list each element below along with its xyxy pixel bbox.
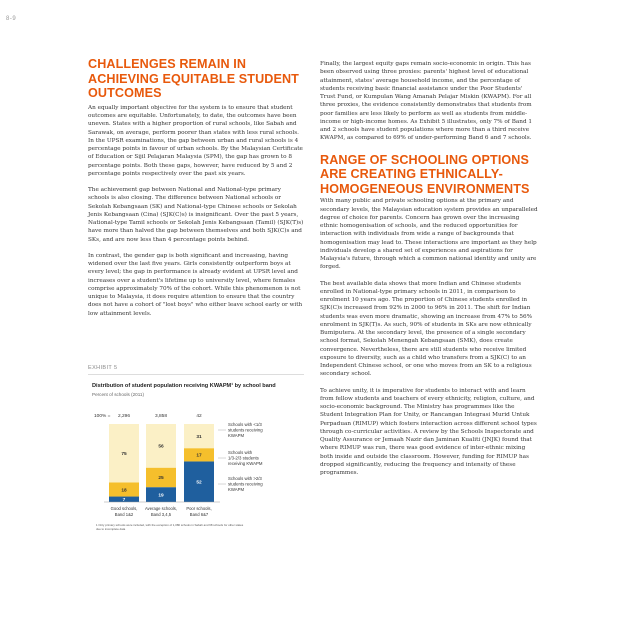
data-label: 56	[158, 444, 164, 450]
legend-entry: students receiving	[228, 481, 263, 487]
legend-entry: Schools with	[228, 450, 253, 455]
data-label: 25	[158, 476, 164, 482]
paragraph: The best available data shows that more Indian and Chinese students enrolled in National-type primary schools in 2011, in comparison to enrolment 10 years ago. The proportion of Chinese students enrolled in SJK(C)s increased from 92% in 2000 to 96% in 2011. The shift for Indian students was even more dramatic, showing an increase from 47% to 56% enrolment in SJK(T)s. As such, 90% of students in SKs are now ethnically Bumiputera. At the secondary level, the presence of a single secondary school format, Sekolah Menengah Kebangsaan (SMK), does create convergence. Nevertheless, there are still students who receive limited exposure to diversity, such as a child who transfers from a SJK(C) to an Independent Chinese school, or one who moves from an SK to a religious secondary school.	[320, 280, 533, 378]
page-number: 8-9	[6, 16, 17, 22]
data-label: 7	[122, 498, 126, 504]
legend-entry: KWAPM	[228, 487, 245, 493]
paragraph: With many public and private schooling options at the primary and secondary levels, the Malaysian education system provides an unparalleled degree of choice for parents. Concern has grown over the increasing ethnic homogenisation of schools, and the reduced opportunities for interaction with individuals from wide a range of backgrounds that homogenisation may lead to. These interactions are important as they help individuals develop a shared set of experiences and aspirations for Malaysia's future, through which a common national identity and unity are forged.	[320, 198, 538, 271]
data-label: 52	[196, 480, 202, 486]
paragraph: In contrast, the gender gap is both significant and increasing, having widened over the last five years. Girls consistently outperform boys at every level; the gap in performance is already evident at UPSR level and increases over a student's lifetime up to university level, where females comprise approximately 70% of the cohort. While this phenomenon is not unique to Malaysia, it does require attention to ensure that the country does not have a cohort of "lost boys" who either leave school early or with low attainment levels.	[88, 252, 303, 317]
exhibit-label: EXHIBIT 5	[88, 365, 118, 371]
category-label: Band 1&2	[114, 512, 134, 517]
legend-entry: KWAPM	[228, 433, 245, 439]
data-label: 17	[196, 453, 202, 459]
chart-title: Distribution of student population receiving KWAPM¹ by school band	[92, 383, 276, 389]
category-label: Band 3,4,5	[150, 512, 172, 517]
right-column	[320, 60, 538, 477]
section-heading-schooling-options: RANGE OF SCHOOLING OPTIONS ARE CREATING ETHNICALLY-HOMOGENEOUS ENVIRONMENTS	[320, 152, 530, 196]
category-label: Poor schools,	[186, 506, 212, 511]
chart-footnote: 1 Only primary schools were included, with the exception of 1,080 schools in Sabah and 68 schools for other states	[96, 523, 244, 527]
chart-footnote: due to incomplete data	[96, 527, 126, 531]
bar-total-label: 3,858	[154, 414, 168, 419]
bar-total-label: 2,296	[117, 414, 131, 419]
category-label: Good schools,	[110, 506, 138, 511]
legend-entry: 1/3-2/3 students	[228, 455, 259, 461]
legend-entry: receiving KWAPM	[228, 461, 263, 467]
data-label: 31	[196, 434, 202, 440]
paragraph: An equally important objective for the system is to ensure that student outcomes are equitable. Unfortunately, to date, the outcomes have been uneven. States with a higher proportion of rural schools, like Sabah and Sarawak, on average, perform poorer than states with less rural schools. In the UPSR examinations, the gap between urban and rural schools is 4 percentage points in favour of urban schools. By the Malaysian Certificate of Education or Sijil Pelajaran Malaysia (SPM), the gap has grown to 8 percentage points. Both these gaps, however, have reduced by 5 and 2 percentage points respectively over the past six years.	[88, 104, 303, 177]
data-label: 75	[121, 452, 127, 458]
category-label: Average schools,	[144, 506, 178, 511]
paragraph: The achievement gap between National and National-type primary schools is also closing. The difference between National schools or Sekolah Kebangsaan (SK) and National-type Chinese schools or Sekolah Jenis Kebangsaan (Cina) (SJK(C)s) is insignificant. Over the past 5 years, National-type Tamil schools or Sekolah Jenis Kebangsaan (Tamil) (SJK(T)s) have more than halved the gap between themselves and both SJK(C)s and SKs, and are now less than 4 percentage points behind.	[88, 187, 304, 243]
legend-entry: students receiving	[228, 427, 263, 433]
bar-total-label: 42	[196, 414, 202, 419]
category-label: Band 6&7	[189, 512, 209, 517]
section-heading-equitable-outcomes: CHALLENGES REMAIN IN ACHIEVING EQUITABLE STUDENT OUTCOMES	[88, 57, 299, 101]
data-label: 19	[158, 493, 164, 499]
paragraph: To achieve unity, it is imperative for students to interact with and learn from fellow students and teachers of every ethnicity, religion, culture, and socio-economic background. The Ministry has programmes like the Student Integration Plan for Unity, or Rancangan Integrasi Murid Untuk Perpaduan (RIMUP) which fosters interaction across different school types through co-curricular activities. A review by the Schools Inspectorate and Quality Assurance or Jemaah Nazir dan Jaminan Kualiti (JNJK) found that where RIMUP was run, there was good evidence of inter-ethnic mixing both inside and outside the classroom. However, funding for RIMUP has dropped significantly, reducing the frequency and intensity of these programmes.	[320, 387, 537, 477]
total-label: 100% =	[94, 414, 111, 419]
legend-entry: Schools with <1/3	[228, 422, 262, 427]
legend-entry: Schools with >2/3	[228, 476, 262, 481]
paragraph: Finally, the largest equity gaps remain socio-economic in origin. This has been observed using three proxies: parents' highest level of educational attainment, states' average household income, and the percentage of students receiving basic financial assistance under the Poor Students' Trust Fund, or Kumpulan Wang Amanah Pelajar Miskin (KWAPM). For all three proxies, the evidence consistently demonstrates that students from poor families are less likely to perform as well as students from middle-income or high-income homes. As Exhibit 5 illustrates, only 7% of Band 1 and 2 schools have student populations where more than a third receive KWAPM, as compared to 69% of under-performing Band 6 and 7 schools.	[320, 61, 533, 142]
chart-subtitle: Percent of schools (2011)	[92, 392, 145, 397]
data-label: 18	[121, 488, 127, 494]
